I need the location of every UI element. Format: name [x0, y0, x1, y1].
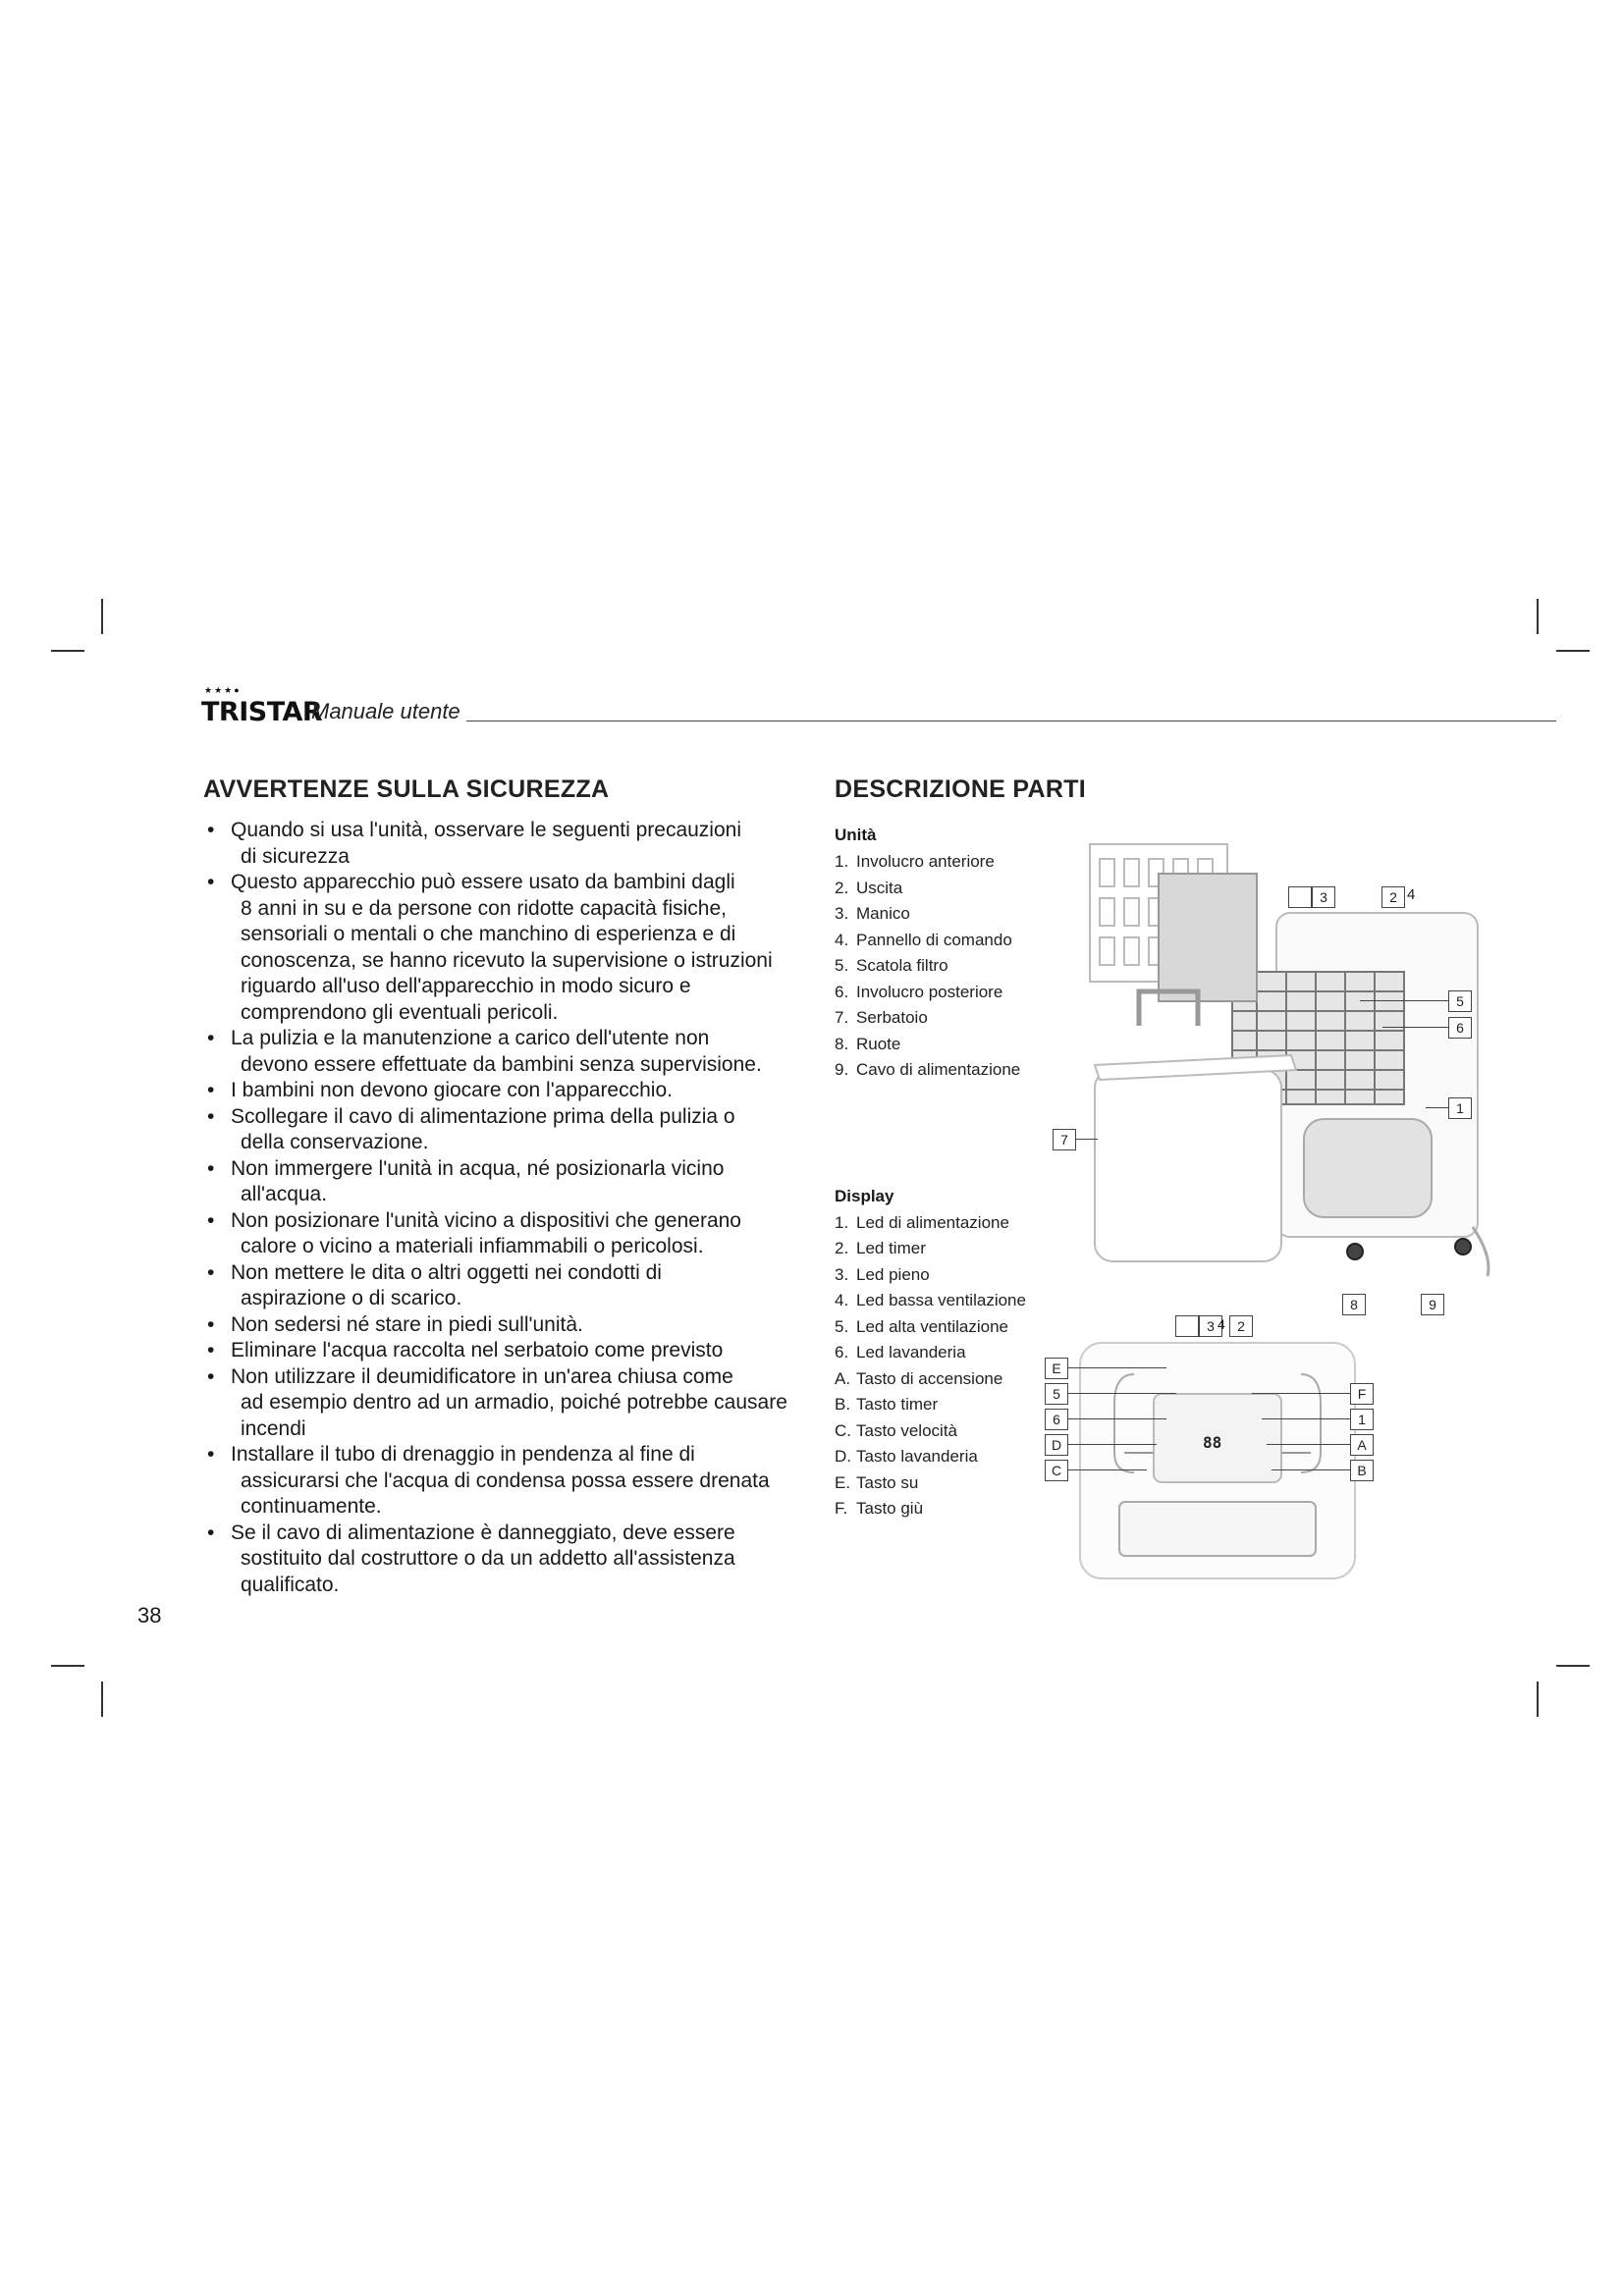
leader-line [1360, 1000, 1448, 1001]
list-item: 2. Led timer [835, 1239, 926, 1257]
brand-stars-icon: ★★★● [204, 685, 242, 695]
list-item: 3. Led pieno [835, 1264, 930, 1284]
list-item: 1. Led di alimentazione [835, 1212, 1009, 1232]
list-item: • Se il cavo di alimentazione è danneggiato, deve essere sostituito dal costruttore o da un addetto all'assistenza qualificato. [207, 1521, 735, 1596]
crop-mark [101, 1682, 103, 1717]
list-item: 9. Cavo di alimentazione [835, 1060, 1021, 1079]
callout-9: 9 [1421, 1294, 1444, 1315]
list-item: • Non sedersi né stare in piedi sull'unità. [207, 1312, 583, 1336]
callout-C: C [1045, 1460, 1068, 1481]
carbon-filter [1159, 874, 1257, 1001]
wheel [1347, 1244, 1363, 1259]
list-item: • Non utilizzare il deumidificatore in un'area chiusa come ad esempio dentro ad un armadio, poiché potrebbe causare incendi [207, 1364, 787, 1440]
list-item: 3. Manico [835, 904, 910, 923]
display-illustration [1075, 1335, 1360, 1585]
crop-mark [101, 599, 103, 634]
list-item: 6. Led lavanderia [835, 1343, 966, 1362]
crop-mark [51, 1665, 84, 1667]
safety-list [203, 818, 802, 1598]
leader-line [1068, 1444, 1157, 1445]
list-item: D. Tasto lavanderia [835, 1447, 978, 1466]
list-item: • Non posizionare l'unità vicino a dispositivi che generano calore o vicino a materiali infiammabili o pericolosi. [207, 1208, 741, 1257]
list-item: 6. Involucro posteriore [835, 982, 1003, 1001]
list-item: 1. Involucro anteriore [835, 852, 995, 871]
list-item: • Questo apparecchio può essere usato da bambini dagli 8 anni in su e da persone con ridotte capacità fisiche, sensoriali o mentali o che manchino di esperienza e di conoscenza, se hanno ricevuto la supervisione o istruzioni riguardo all'uso dell'apparecchio in modo sicuro e comprendono gli eventuali pericoli. [207, 871, 773, 1024]
leader-line [1267, 1444, 1350, 1445]
leader-line [1272, 1469, 1350, 1470]
list-item: • Eliminare l'acqua raccolta nel serbatoio come previsto [207, 1339, 724, 1362]
list-item: • I bambini non devono giocare con l'apparecchio. [207, 1079, 673, 1101]
callout-B: B [1350, 1460, 1374, 1481]
crop-mark [1556, 650, 1590, 652]
unit-illustration [1041, 834, 1492, 1296]
list-item: A. Tasto di accensione [835, 1368, 1003, 1388]
callout-5: 5 [1448, 990, 1472, 1012]
safety-section [203, 775, 802, 1598]
list-item: F. Tasto giù [835, 1499, 924, 1518]
list-item: 5. Led alta ventilazione [835, 1316, 1009, 1336]
leader-line [1262, 1418, 1350, 1419]
unit-subtitle: Unità [835, 826, 877, 844]
callout-3: 3 [1312, 886, 1335, 908]
compressor [1304, 1119, 1432, 1217]
parts-title: DESCRIZIONE PARTI [835, 775, 1087, 803]
crop-mark [1537, 599, 1539, 634]
callout-4-label: 4 [1218, 1316, 1225, 1332]
callout-7: 7 [1053, 1129, 1076, 1150]
leader-line [1068, 1418, 1166, 1419]
leader-line [1068, 1393, 1176, 1394]
callout-D: D [1045, 1434, 1068, 1456]
display-subtitle: Display [835, 1186, 894, 1205]
page-header [201, 685, 1556, 727]
callout-E: E [1045, 1358, 1068, 1379]
list-item: C. Tasto velocità [835, 1420, 957, 1440]
callout-3 [1288, 886, 1312, 908]
callout-6: 6 [1045, 1409, 1068, 1430]
wheel [1455, 1239, 1471, 1255]
list-item: • Non mettere le dita o altri oggetti nei condotti di aspirazione o di scarico. [207, 1260, 662, 1309]
leader-line [1252, 1393, 1350, 1394]
document-title: Manuale utente [311, 699, 460, 723]
list-item: • La pulizia e la manutenzione a carico dell'utente non devono essere effettuate da bambini senza supervisione. [207, 1027, 762, 1076]
callout-1: 1 [1448, 1097, 1472, 1119]
list-item: 4. Pannello di comando [835, 930, 1012, 949]
callout-4-label: 4 [1407, 886, 1416, 903]
list-item: 4. Led bassa ventilazione [835, 1291, 1026, 1309]
leader-line [1068, 1367, 1166, 1368]
list-item: • Quando si usa l'unità, osservare le seguenti precauzioni di sicurezza [207, 819, 741, 868]
crop-mark [1556, 1665, 1590, 1667]
list-item: • Installare il tubo di drenaggio in pendenza al fine di assicurarsi che l'acqua di condensa possa essere drenata continuamente. [207, 1443, 770, 1518]
callout-F: F [1350, 1383, 1374, 1405]
list-item: • Scollegare il cavo di alimentazione prima della pulizia o della conservazione. [207, 1104, 735, 1153]
carry-slot [1119, 1502, 1316, 1556]
callout-8: 8 [1342, 1294, 1366, 1315]
callout-blank [1175, 1315, 1199, 1337]
list-item: 5. Scatola filtro [835, 956, 948, 975]
callout-1: 1 [1350, 1409, 1374, 1430]
water-tank [1095, 1070, 1281, 1261]
list-item: • Non immergere l'unità in acqua, né posizionarla vicino all'acqua. [207, 1156, 725, 1205]
leader-line [1426, 1107, 1448, 1108]
list-item: 7. Serbatoio [835, 1008, 928, 1027]
callout-2: 2 [1229, 1315, 1253, 1337]
crop-mark [1537, 1682, 1539, 1717]
list-item: 2. Uscita [835, 878, 903, 897]
brand-logo: TRISTAR [201, 697, 323, 727]
safety-title: AVVERTENZE SULLA SICUREZZA [203, 775, 610, 803]
page-number: 38 [137, 1603, 162, 1628]
callout-2: 2 [1381, 886, 1405, 908]
leader-line [1076, 1139, 1098, 1140]
list-item: 8. Ruote [835, 1034, 901, 1053]
list-item: E. Tasto su [835, 1472, 919, 1492]
power-cable [1473, 1227, 1489, 1276]
callout-A: A [1350, 1434, 1374, 1456]
callout-5: 5 [1045, 1383, 1068, 1405]
leader-line [1068, 1469, 1147, 1470]
list-item: B. Tasto timer [835, 1395, 939, 1414]
crop-mark [51, 650, 84, 652]
callout-6: 6 [1448, 1017, 1472, 1039]
display-readout: 88 [1203, 1433, 1222, 1452]
leader-line [1382, 1027, 1448, 1028]
callout-3: 3 [1199, 1315, 1222, 1337]
